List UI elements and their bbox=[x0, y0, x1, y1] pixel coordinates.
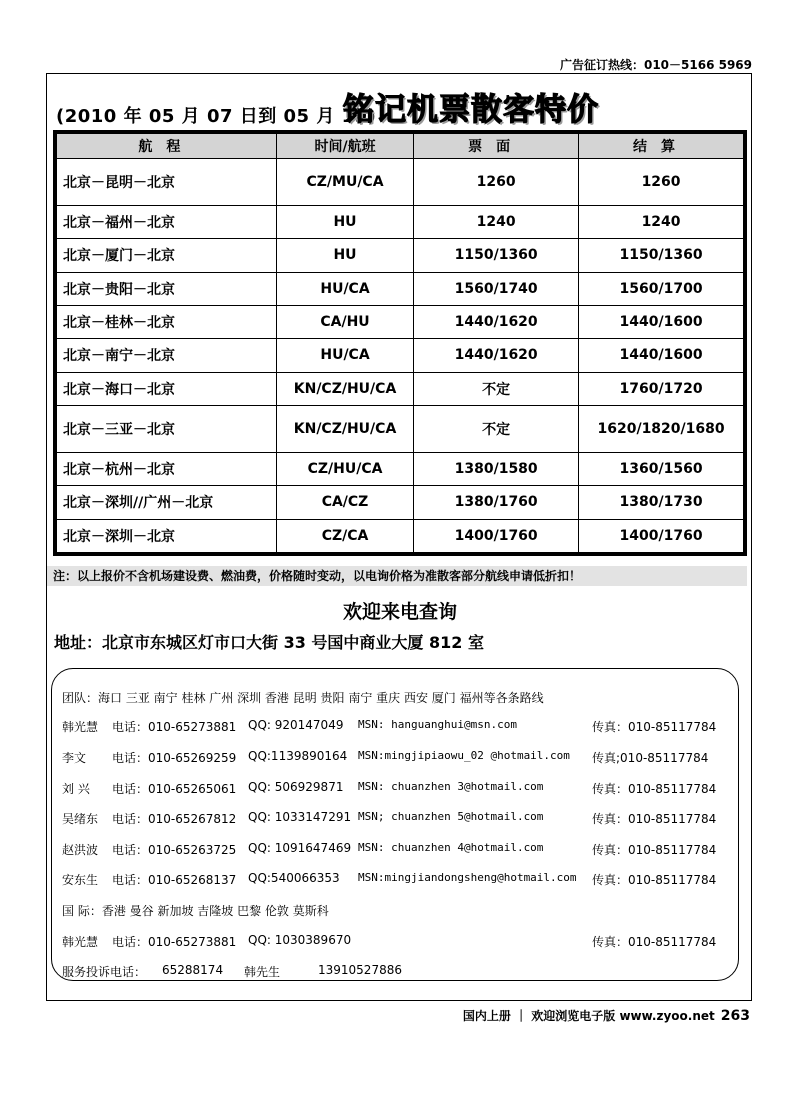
ticket-cell: 1380/1580 bbox=[414, 452, 579, 485]
ticket-cell: 1440/1620 bbox=[414, 339, 579, 372]
settle-cell: 1620/1820/1680 bbox=[579, 405, 744, 452]
ticket-cell: 1440/1620 bbox=[414, 305, 579, 338]
agent-fax: 传真：010-85117784 bbox=[592, 873, 717, 887]
table-row bbox=[57, 486, 744, 519]
ticket-cell: 1260 bbox=[414, 159, 579, 206]
agent-name: 韩光慧 bbox=[62, 720, 99, 734]
agent-name: 吴绪东 bbox=[62, 812, 99, 826]
agent-fax: 传真：010-85117784 bbox=[592, 720, 717, 734]
flights-cell: HU/CA bbox=[276, 272, 413, 305]
flights-cell: HU bbox=[276, 239, 413, 272]
agent-msn: MSN: chuanzhen 4@hotmail.com bbox=[358, 841, 544, 854]
office-address: 地址：北京市东城区灯市口大街 33 号国中商业大厦 812 室 bbox=[54, 633, 484, 652]
agent-name: 刘 兴 bbox=[62, 782, 90, 796]
ad-hotline: 广告征订热线：010－5166 5969 bbox=[559, 58, 752, 72]
agent-qq: QQ: 1033147291 bbox=[248, 810, 352, 824]
col-header-route: 航程 bbox=[57, 134, 277, 159]
agent-phone: 电话：010-65273881 bbox=[112, 720, 237, 734]
agent-fax: 传真;010-85117784 bbox=[592, 751, 709, 765]
agent-phone: 电话：010-65269259 bbox=[112, 751, 237, 765]
page-title: 铭记机票散客特价 bbox=[343, 92, 599, 128]
flights-cell: HU/CA bbox=[276, 339, 413, 372]
complaint-phone: 65288174 bbox=[162, 963, 224, 977]
agent-msn: MSN: chuanzhen 3@hotmail.com bbox=[358, 780, 544, 793]
agent-name: 韩光慧 bbox=[62, 935, 99, 949]
agent-qq: QQ:540066353 bbox=[248, 871, 340, 885]
table-row bbox=[57, 205, 744, 238]
settle-cell: 1150/1360 bbox=[579, 239, 744, 272]
agent-msn: MSN:mingjiandongsheng@hotmail.com bbox=[358, 871, 577, 884]
route-cell: 北京－昆明－北京 bbox=[57, 159, 277, 206]
settle-cell: 1440/1600 bbox=[579, 305, 744, 338]
ticket-cell: 1400/1760 bbox=[414, 519, 579, 552]
welcome-heading: 欢迎来电查询 bbox=[342, 601, 457, 623]
flights-cell: CA/CZ bbox=[276, 486, 413, 519]
agent-qq: QQ: 506929871 bbox=[248, 780, 344, 794]
route-cell: 北京－三亚－北京 bbox=[57, 405, 277, 452]
page-number: 263 bbox=[720, 1008, 750, 1024]
settle-cell: 1760/1720 bbox=[579, 372, 744, 405]
agent-name: 安东生 bbox=[62, 873, 99, 887]
agent-name: 赵洪波 bbox=[62, 843, 99, 857]
route-cell: 北京－南宁－北京 bbox=[57, 339, 277, 372]
complaint-mobile: 13910527886 bbox=[318, 963, 402, 977]
agent-msn: MSN; chuanzhen 5@hotmail.com bbox=[358, 810, 544, 823]
agent-qq: QQ: 1030389670 bbox=[248, 933, 352, 947]
settle-cell: 1240 bbox=[579, 205, 744, 238]
agent-fax: 传真：010-85117784 bbox=[592, 935, 717, 949]
price-note: 注：以上报价不含机场建设费、燃油费，价格随时变动，以电询价格为准散客部分航线申请低折扣！ bbox=[47, 566, 747, 586]
table-row bbox=[57, 339, 744, 372]
ticket-cell: 不定 bbox=[414, 405, 579, 452]
table-row bbox=[57, 519, 744, 552]
flights-cell: CA/HU bbox=[276, 305, 413, 338]
agent-phone: 电话：010-65263725 bbox=[112, 843, 237, 857]
flights-cell: HU bbox=[276, 205, 413, 238]
table-row bbox=[57, 452, 744, 485]
col-header-settle: 结算 bbox=[579, 134, 744, 159]
settle-cell: 1400/1760 bbox=[579, 519, 744, 552]
agent-fax: 传真：010-85117784 bbox=[592, 782, 717, 796]
ticket-cell: 1560/1740 bbox=[414, 272, 579, 305]
ticket-cell: 1150/1360 bbox=[414, 239, 579, 272]
route-cell: 北京－深圳//广州－北京 bbox=[57, 486, 277, 519]
settle-cell: 1440/1600 bbox=[579, 339, 744, 372]
ticket-cell: 1240 bbox=[414, 205, 579, 238]
ticket-cell: 不定 bbox=[414, 372, 579, 405]
settle-cell: 1380/1730 bbox=[579, 486, 744, 519]
flights-cell: CZ/CA bbox=[276, 519, 413, 552]
flights-cell: KN/CZ/HU/CA bbox=[276, 372, 413, 405]
flights-cell: CZ/HU/CA bbox=[276, 452, 413, 485]
footer-text: 国内上册 ｜ 欢迎浏览电子版 www.zyoo.net bbox=[462, 1009, 715, 1023]
ticket-cell: 1380/1760 bbox=[414, 486, 579, 519]
col-header-ticket: 票面 bbox=[414, 134, 579, 159]
flights-cell: KN/CZ/HU/CA bbox=[276, 405, 413, 452]
agent-fax: 传真：010-85117784 bbox=[592, 843, 717, 857]
settle-cell: 1260 bbox=[579, 159, 744, 206]
route-cell: 北京－厦门－北京 bbox=[57, 239, 277, 272]
route-cell: 北京－杭州－北京 bbox=[57, 452, 277, 485]
international-routes-line: 国 际：香港 曼谷 新加坡 吉隆坡 巴黎 伦敦 莫斯科 bbox=[62, 904, 329, 918]
agent-phone: 电话：010-65265061 bbox=[112, 782, 237, 796]
table-row bbox=[57, 272, 744, 305]
agent-phone: 电话：010-65268137 bbox=[112, 873, 237, 887]
settle-cell: 1560/1700 bbox=[579, 272, 744, 305]
flights-cell: CZ/MU/CA bbox=[276, 159, 413, 206]
agent-phone: 电话：010-65273881 bbox=[112, 935, 237, 949]
table-row bbox=[57, 405, 744, 452]
page-footer bbox=[463, 1007, 750, 1024]
route-cell: 北京－海口－北京 bbox=[57, 372, 277, 405]
table-row bbox=[57, 372, 744, 405]
settle-cell: 1360/1560 bbox=[579, 452, 744, 485]
agent-fax: 传真：010-85117784 bbox=[592, 812, 717, 826]
col-header-flights: 时间/航班 bbox=[276, 134, 413, 159]
agent-msn: MSN:mingjipiaowu_02 @hotmail.com bbox=[358, 749, 570, 762]
route-cell: 北京－贵阳－北京 bbox=[57, 272, 277, 305]
agent-phone: 电话：010-65267812 bbox=[112, 812, 237, 826]
table-row bbox=[57, 305, 744, 338]
agent-qq: QQ:1139890164 bbox=[248, 749, 348, 763]
table-row bbox=[57, 159, 744, 206]
complaint-person: 韩先生 bbox=[244, 965, 281, 979]
date-range: (2010 年 05 月 07 日到 05 月 19) bbox=[56, 106, 377, 127]
complaint-label: 服务投诉电话： bbox=[62, 965, 147, 979]
table-row bbox=[57, 239, 744, 272]
agent-msn: MSN: hanguanghui@msn.com bbox=[358, 718, 517, 731]
group-routes-line: 团队：海口 三亚 南宁 桂林 广州 深圳 香港 昆明 贵阳 南宁 重庆 西安 厦门 福州等各条路线 bbox=[62, 691, 544, 705]
route-cell: 北京－福州－北京 bbox=[57, 205, 277, 238]
agent-qq: QQ: 920147049 bbox=[248, 718, 344, 732]
route-cell: 北京－深圳－北京 bbox=[57, 519, 277, 552]
fare-table bbox=[53, 130, 747, 556]
agent-qq: QQ: 1091647469 bbox=[248, 841, 352, 855]
agent-name: 李文 bbox=[62, 751, 87, 765]
route-cell: 北京－桂林－北京 bbox=[57, 305, 277, 338]
